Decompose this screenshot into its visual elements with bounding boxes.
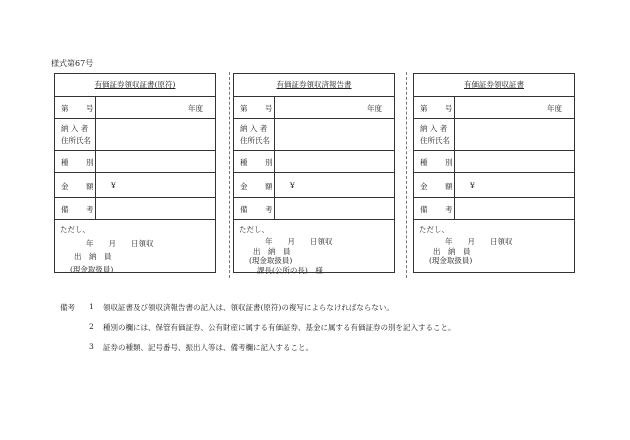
receipt-area: ただし、 年 月 日領収 出 納 員 (現金取扱員) 課長(公所の長) 様 (239, 225, 333, 275)
remarks-row: 備 考 (234, 198, 394, 220)
notes-header: 備考 (60, 303, 75, 312)
remarks-row: 備 考 (55, 198, 215, 220)
year-label: 年度 (547, 104, 562, 113)
number-row: 第 号 年度 (55, 97, 215, 119)
year-label: 年度 (188, 104, 203, 113)
payer-row: 納 入 者 住所氏名 (55, 119, 215, 151)
note-number: 1 (89, 302, 94, 311)
note-number: 3 (89, 342, 94, 351)
note-text: 証券の種類、記号番号、振出人等は、備考欄に記入すること。 (103, 343, 313, 352)
amount-row: 金 額 ¥ (234, 173, 394, 198)
note-number: 2 (89, 322, 94, 331)
kind-row: 種 別 (414, 151, 574, 173)
card-title: 有価証券領収済報告書 (234, 74, 394, 97)
amount-row: 金 額 ¥ (414, 173, 574, 198)
kind-row: 種 別 (55, 151, 215, 173)
payer-row: 納 入 者 住所氏名 (414, 119, 574, 151)
kind-row: 種 別 (234, 151, 394, 173)
receipt-area: ただし、 年 月 日領収 出 納 員 (現金取扱員) (419, 225, 513, 265)
receipt-card (413, 73, 575, 273)
currency-sign: ¥ (470, 181, 475, 190)
note-text: 領収証書及び領収済報告書の記入は、領収証書(原符)の複写によらなければならない。 (103, 303, 394, 312)
form-number: 様式第67号 (51, 59, 94, 68)
number-row: 第 号 年度 (414, 97, 574, 119)
cut-line-1 (229, 72, 230, 278)
currency-sign: ¥ (290, 181, 295, 190)
receipt-stub-card (54, 73, 216, 273)
year-label: 年度 (367, 104, 382, 113)
number-row: 第 号 年度 (234, 97, 394, 119)
card-title: 有価証券領収証書 (414, 74, 574, 97)
amount-row: 金 額 ¥ (55, 173, 215, 198)
card-title: 有価証券領収証書(原符) (55, 74, 215, 97)
cut-line-2 (406, 72, 407, 278)
receipt-report-card (233, 73, 395, 273)
remarks-row: 備 考 (414, 198, 574, 220)
payer-row: 納 入 者 住所氏名 (234, 119, 394, 151)
chief-addressee: 課長(公所の長) 様 (257, 266, 323, 275)
receipt-area: ただし、 年 月 日領収 出 納 員 (現金取扱員) (60, 225, 154, 274)
currency-sign: ¥ (111, 181, 116, 190)
note-text: 種別の欄には、保管有価証券、公有財産に属する有価証券、基金に属する有価証券の別を記入すること。 (103, 323, 456, 332)
